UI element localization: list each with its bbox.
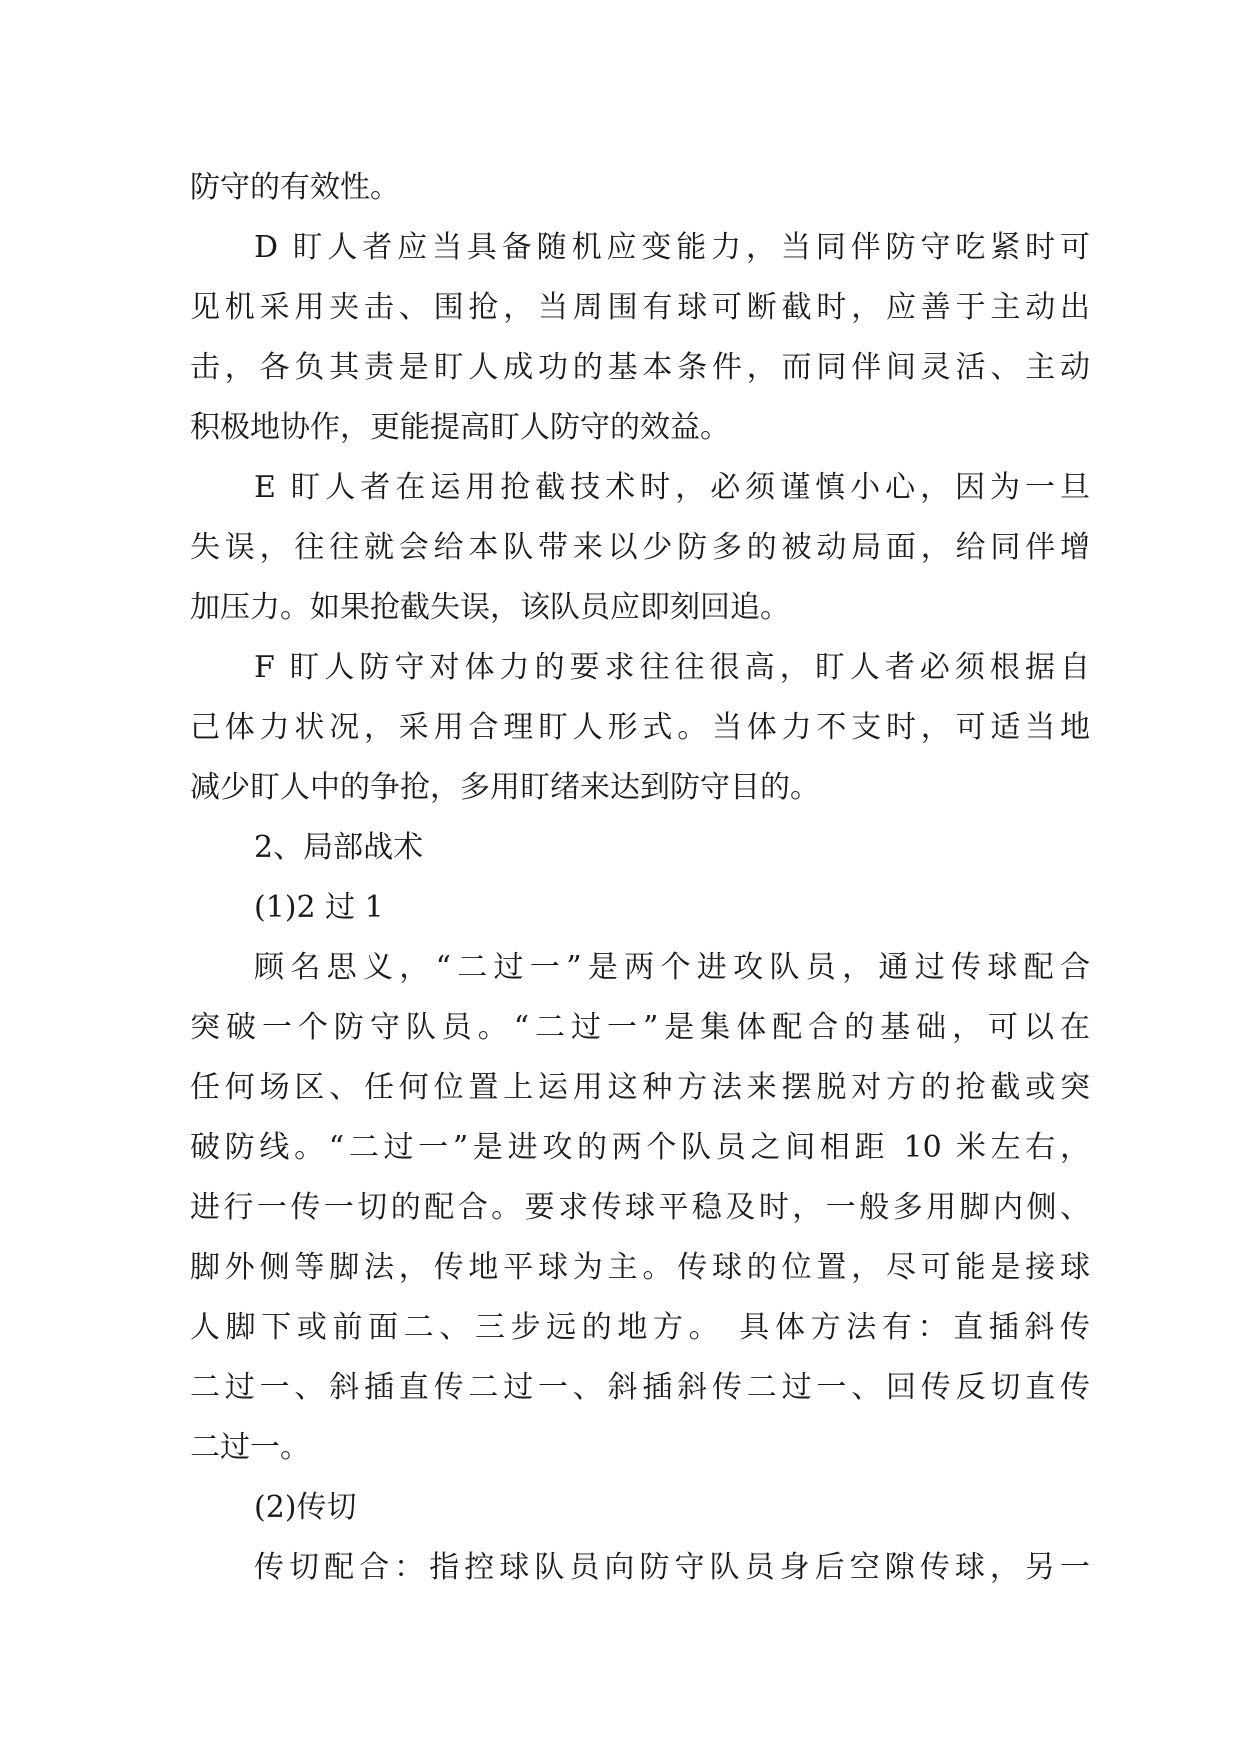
text-line: 击，各负其责是盯人成功的基本条件，而同伴间灵活、主动 <box>190 350 1090 385</box>
text-line: 积极地协作，更能提高盯人防守的效益。 <box>190 410 730 445</box>
section-heading: 2、局部战术 <box>254 830 424 865</box>
text-line: 二过一。 <box>190 1430 310 1465</box>
text-line: 减少盯人中的争抢，多用盯绪来达到防守目的。 <box>190 770 820 805</box>
text-line: 脚外侧等脚法，传地平球为主。传球的位置，尽可能是接球 <box>190 1250 1090 1285</box>
text-line: 顾名思义，“二过一”是两个进攻队员，通过传球配合 <box>254 950 1090 985</box>
text-line: 任何场区、任何位置上运用这种方法来摆脱对方的抢截或突 <box>190 1070 1090 1105</box>
text-line: 破防线。“二过一”是进攻的两个队员之间相距 10 米左右， <box>190 1130 1090 1165</box>
text-line: 失误，往往就会给本队带来以少防多的被动局面，给同伴增 <box>190 530 1090 565</box>
text-line: 加压力。如果抢截失误，该队员应即刻回追。 <box>190 590 790 625</box>
text-line: F 盯人防守对体力的要求往往很高，盯人者必须根据自 <box>254 650 1090 685</box>
text-line: 进行一传一切的配合。要求传球平稳及时，一般多用脚内侧、 <box>190 1190 1090 1225</box>
text-line: 传切配合：指控球队员向防守队员身后空隙传球，另一 <box>254 1550 1090 1585</box>
text-line: 见机采用夹击、围抢，当周围有球可断截时，应善于主动出 <box>190 290 1090 325</box>
text-line: 人脚下或前面二、三步远的地方。 具体方法有：直插斜传 <box>190 1310 1090 1345</box>
text-line: 己体力状况，采用合理盯人形式。当体力不支时，可适当地 <box>190 710 1090 745</box>
text-line: E 盯人者在运用抢截技术时，必须谨慎小心，因为一旦 <box>254 470 1090 505</box>
text-line: 二过一、斜插直传二过一、斜插斜传二过一、回传反切直传 <box>190 1370 1090 1405</box>
subsection-heading: (2)传切 <box>254 1490 357 1525</box>
text-line: 突破一个防守队员。“二过一”是集体配合的基础，可以在 <box>190 1010 1090 1045</box>
text-line: 防守的有效性。 <box>190 170 400 205</box>
subsection-heading: (1)2 过 1 <box>254 890 384 925</box>
text-line: D 盯人者应当具备随机应变能力，当同伴防守吃紧时可 <box>254 230 1090 265</box>
